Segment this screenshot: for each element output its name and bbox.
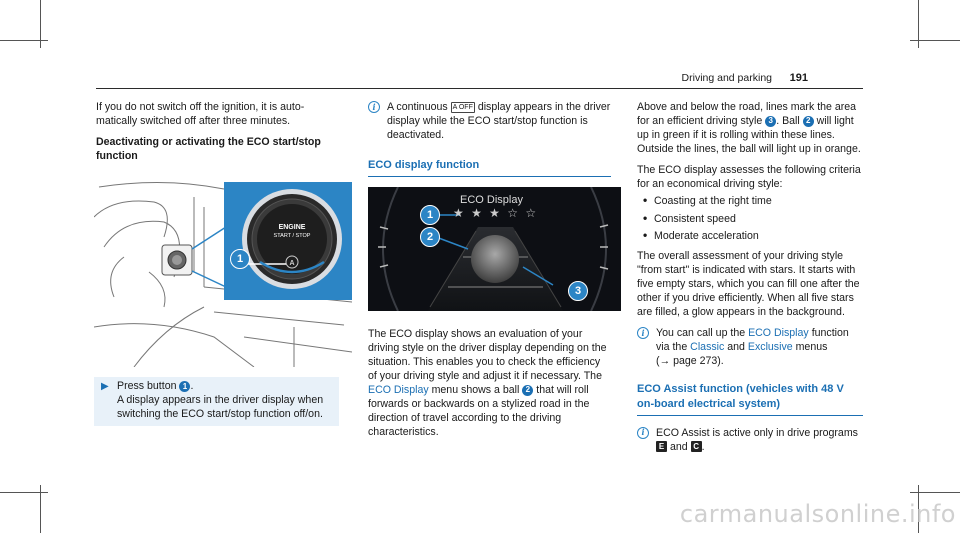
step-content — [117, 379, 339, 421]
callout-marker: 1 — [420, 205, 440, 225]
paragraph-text: . Ball — [776, 115, 800, 128]
criteria-paragraph: The ECO display assesses the following criteria for an economical driving style: — [637, 164, 861, 191]
eco-display-title: ECO Display — [460, 193, 523, 206]
header-rule — [96, 88, 863, 89]
eco-off-icon: A OFF — [452, 103, 473, 111]
callout-marker: 3 — [765, 116, 776, 127]
info-note-text — [387, 100, 611, 142]
note-text: display appears in the driver display while the ECO start/stop function is deactivated. — [387, 101, 611, 142]
callout-marker: 1 — [230, 249, 250, 269]
svg-text:A: A — [289, 260, 295, 268]
crop-mark — [910, 492, 960, 493]
callout-marker: 3 — [568, 281, 588, 301]
list-item: • Moderate acceleration — [643, 229, 863, 243]
crop-mark — [0, 492, 48, 493]
info-icon: i — [368, 101, 380, 113]
drive-program-c-icon: C — [691, 441, 702, 452]
note-text: ECO Assist is active only in drive programs — [656, 426, 858, 439]
note-text: A continuous — [387, 101, 448, 113]
section-title: ECO Assist function (vehicles with 48 V on-board electrical system) — [637, 382, 863, 415]
engine-button-figure — [94, 177, 352, 367]
eco-display-link[interactable]: ECO Display — [368, 384, 429, 397]
eco-display-link[interactable]: ECO Display — [748, 327, 809, 340]
exclusive-link[interactable]: Exclusive — [747, 341, 793, 354]
paragraph-text: Above and below the road, lines mark the area for an efficient driving style — [637, 101, 857, 128]
step-text: Press button — [117, 380, 177, 393]
intro-paragraph: If you do not switch off the ignition, it is auto-matically switched off after three minutes. — [96, 101, 305, 128]
info-icon: i — [637, 327, 649, 339]
running-head: Driving and parking — [681, 72, 772, 84]
button-closeup — [224, 182, 352, 300]
eco-display-figure — [368, 187, 621, 311]
paragraph-text: menu shows a ball — [431, 384, 520, 397]
column-middle — [368, 100, 611, 446]
list-item: • Coasting at the right time — [643, 194, 863, 208]
note-text: You can call up the — [656, 327, 746, 340]
info-icon: i — [637, 427, 649, 439]
paragraph-text: will light up in green if it is rolling within these lines. Outside the lines, the ball will light up in orange. — [637, 115, 861, 156]
note-text: and — [727, 341, 745, 354]
callout-marker: 2 — [420, 227, 440, 247]
crop-mark — [910, 40, 960, 41]
classic-link[interactable]: Classic — [690, 341, 725, 354]
note-text: and — [669, 440, 688, 453]
button-label-line2: START / STOP — [273, 232, 311, 239]
assessment-paragraph: The overall assessment of your driving style "from start" is indicated with stars. It starts with five empty stars, which you can fill one after the other if you drive efficiently. When all five stars are filled, a glow appears in the background. — [637, 249, 860, 319]
instruction-step — [94, 377, 339, 425]
info-note — [368, 100, 611, 142]
paragraph-text: The ECO display shows an evaluation of your driving style on the driver display depending on the situation. This enables you to check the efficiency of your driving style and adjust it if necessary. The — [368, 327, 607, 383]
info-note — [637, 326, 863, 368]
button-label — [262, 224, 322, 239]
callout-marker: 2 — [522, 385, 533, 396]
crop-mark — [0, 40, 48, 41]
page-number: 191 — [789, 72, 808, 84]
criteria-list — [643, 194, 863, 242]
start-stop-button-graphic — [224, 182, 352, 300]
step-text-end: . — [190, 380, 194, 393]
column-left — [96, 100, 339, 426]
list-item: • Consistent speed — [643, 212, 863, 226]
eco-description-paragraph — [368, 327, 611, 440]
note-text: function via the — [656, 327, 849, 354]
info-note-text — [656, 326, 863, 368]
section-title: ECO display function — [368, 158, 611, 177]
info-note-text — [656, 426, 863, 454]
callout-marker: 2 — [803, 116, 814, 127]
lines-paragraph — [637, 100, 863, 156]
star-rating: ★ ★ ★ ☆ ☆ — [453, 205, 539, 220]
step-arrow-icon: ▶ — [101, 381, 109, 393]
drive-program-e-icon: E — [656, 441, 667, 452]
section-heading: Deactivating or activating the ECO start/stop function — [96, 136, 321, 163]
step-detail: A display appears in the driver display when switching the ECO start/stop function off/on. — [117, 394, 324, 421]
button-label-line1: ENGINE — [278, 224, 306, 232]
callout-marker: 1 — [179, 381, 190, 392]
note-text: menus — [795, 341, 828, 354]
note-text: . — [701, 440, 705, 453]
column-right — [637, 100, 863, 461]
watermark: carmanualsonline.info — [679, 500, 956, 529]
page-reference[interactable]: (→ page 273). — [656, 355, 724, 368]
info-note — [637, 426, 863, 454]
paragraph-text: that will roll forwards or backwards on a stylized road in the direction of travel according to the driving characteristics. — [368, 384, 590, 439]
